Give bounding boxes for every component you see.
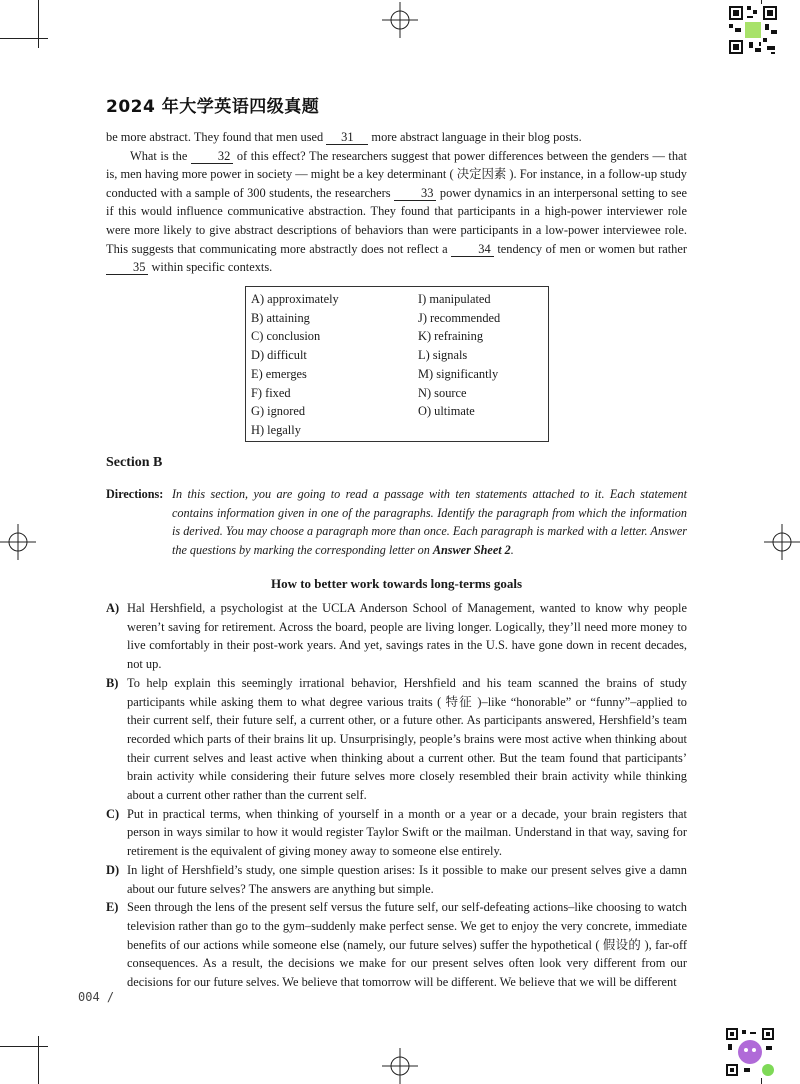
word-bank-box	[245, 286, 549, 442]
blank-33[interactable]: 33	[394, 186, 436, 201]
mascot-qr-icon[interactable]	[724, 1026, 776, 1078]
registration-mark-icon	[0, 524, 36, 560]
paragraph-c: C) Put in practical terms, when thinking of yourself in a month or a year or a decade, your brain registers that person in ways similar to how it would register Taylor Swift or the mailman. Understand in that way, saving for retirement is the equivalent of giving money away to someone else entirely.	[106, 806, 687, 859]
word-option: N) source	[418, 385, 467, 400]
passage-b-paragraphs	[106, 599, 687, 992]
section-b-heading: Section B	[106, 455, 163, 470]
word-option: A) approximately	[251, 292, 339, 306]
qr-code-icon[interactable]	[727, 4, 779, 56]
word-option: I) manipulated	[418, 292, 491, 306]
blank-31[interactable]: 31	[326, 130, 368, 145]
answer-sheet-ref: Answer Sheet 2	[432, 542, 511, 557]
paragraph-label: D)	[106, 862, 120, 877]
passage-a-line1: be more abstract. They found that men used 31 more abstract language in their blog posts.	[106, 130, 582, 144]
directions-label: Directions:	[106, 487, 164, 501]
page-header-title: 2024 年大学英语四级真题	[106, 97, 320, 117]
word-option: K) refraining	[418, 329, 484, 344]
word-option: E) emerges	[251, 366, 307, 381]
crop-mark	[0, 38, 48, 39]
word-option: M) significantly	[418, 366, 499, 381]
word-option: J) recommended	[418, 310, 501, 325]
word-option: L) signals	[418, 348, 468, 363]
word-bank-right-column	[418, 290, 500, 421]
word-option: F) fixed	[251, 385, 291, 400]
word-bank-left-column	[251, 290, 339, 440]
registration-mark-icon	[764, 524, 800, 560]
crop-mark	[0, 1046, 48, 1047]
paragraph-label: C)	[106, 806, 120, 821]
word-option: H) legally	[251, 422, 301, 437]
paragraph-d: D) In light of Hershfield’s study, one simple question arises: Is it possible to make our present selves give a damn about our future selves? The answers are anything but simple.	[106, 862, 687, 896]
passage-a	[106, 128, 687, 277]
passage-b-title: How to better work towards long-terms goals	[270, 576, 523, 591]
page-number: 004 /	[78, 990, 115, 1004]
registration-mark-icon	[382, 2, 418, 38]
blank-35[interactable]: 35	[106, 260, 148, 275]
word-option: B) attaining	[251, 310, 310, 325]
word-option: O) ultimate	[418, 404, 475, 419]
paragraph-e: E) Seen through the lens of the present self versus the future self, our self-defeating actions–like choosing to watch television rather than go to the gym–suddenly make perfect sense. We get to enjoy the very concrete, immediate benefits of our actions while someone else (namely, our future selves) suffer the hypothetical ( 假设的 ), far-off consequences. As a result, the decisions we make for our present selves often look very different from our decisions for our future selves. We believe that tomorrow will be different. We believe that we will be different	[106, 900, 687, 990]
paragraph-label: A)	[106, 601, 120, 615]
paragraph-label: B)	[106, 675, 119, 690]
section-b-directions	[106, 485, 687, 559]
word-option: G) ignored	[251, 404, 306, 419]
paragraph-b: B) To help explain this seemingly irrational behavior, Hershfield and his team scanned the brains of study participants while asking them to what degree various traits ( 特征 )–like “honorable” or “funny”–applied to their current self, their future self, a current other, or a future other. As participants answered, Hershfield’s team recorded which parts of their brains lit up. Unsurprisingly, people’s brains were most active when thinking about their current selves and least active when thinking about a current other. But the team found that participants’ brain activity while considering their future selves more closely resembled their brain activity while thinking about a current other rather than the current self.	[106, 675, 687, 803]
blank-34[interactable]: 34	[451, 242, 493, 257]
crop-mark	[38, 0, 39, 48]
registration-mark-icon	[382, 1048, 418, 1084]
passage-a-paragraph: What is the 32 of this effect? The researchers suggest that power differences between the genders — that is, men having more power in society — might be a key determinant ( 决定因素 ). For instance, in a follow-up study conducted with a sample of 300 students, the researchers 33 power dynamics in an interpersonal setting to see if this would influence communicative abstraction. They found that participants in a high-power interviewer role were more likely to give abstract descriptions of behaviors than were participants in a low-power interviewee role. This suggests that communicating more abstractly does not reflect a 34 tendency of men or women but rather 35 within specific contexts.	[106, 148, 687, 275]
paragraph-label: E)	[106, 900, 119, 915]
word-option: C) conclusion	[251, 329, 321, 344]
directions-text: In this section, you are going to read a passage with ten statements attached to it. Each statement contains information given in one of the paragraphs. Identify the paragraph from which the information is derived. You may choose a paragraph more than once. Each paragraph is marked with a letter. Answer the questions by marking the corresponding letter on Answer Sheet 2.	[172, 487, 687, 557]
blank-32[interactable]: 32	[191, 149, 233, 164]
paragraph-a: A) Hal Hershfield, a psychologist at the UCLA Anderson School of Management, wanted to know why people weren’t saving for retirement. Across the board, people are living longer. Logically, they’ll need more money to live comfortably in their post-work years. And yet, savings rates in the U.S. have gone down in recent decades, not up.	[106, 601, 687, 672]
crop-mark	[38, 1036, 39, 1084]
word-option: D) difficult	[251, 348, 307, 363]
